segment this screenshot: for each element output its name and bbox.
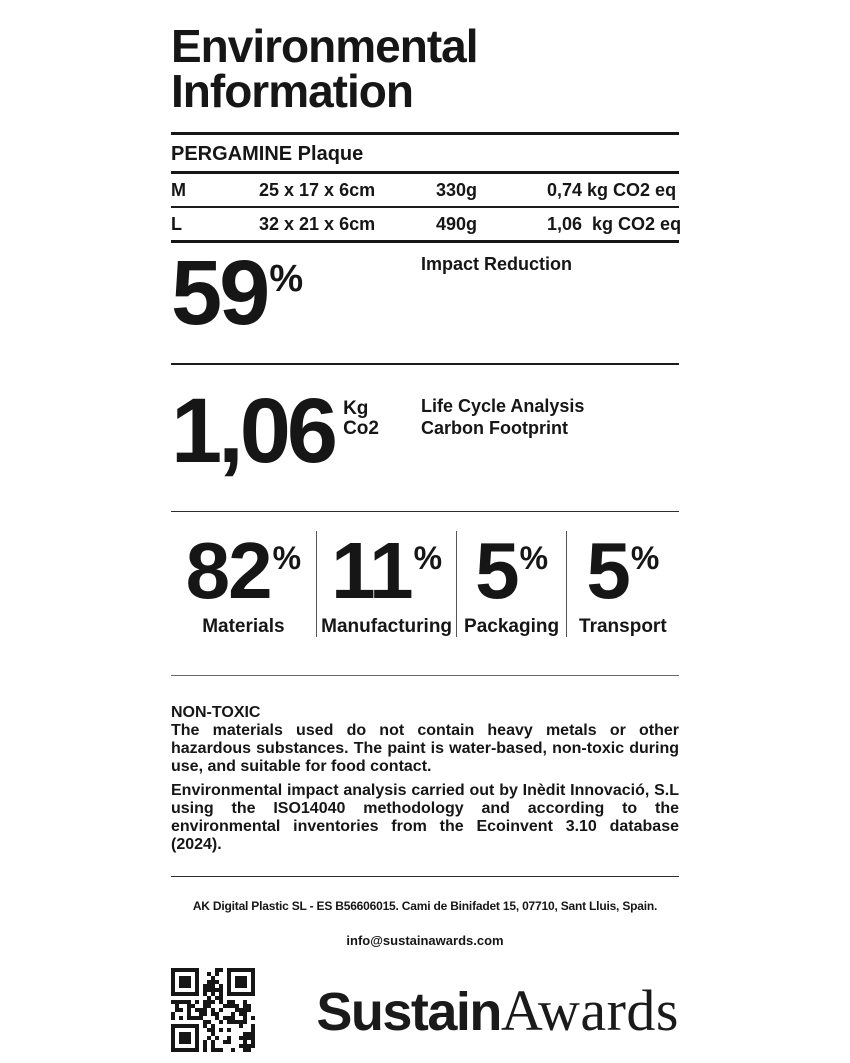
carbon-footprint-number [171, 380, 421, 482]
impact-breakdown [171, 512, 679, 675]
breakdown-number [331, 526, 443, 615]
breakdown-number [185, 526, 302, 615]
breakdown-label: Materials [202, 616, 285, 637]
environmental-info-sheet [171, 0, 682, 1052]
percent-sign: % [519, 540, 549, 576]
qr-code-icon [171, 968, 255, 1052]
section-divider [171, 675, 679, 676]
footer-divider [171, 876, 679, 877]
logo-row [171, 968, 679, 1052]
page-title-line1: Environmental [171, 20, 478, 72]
footer [171, 899, 679, 1052]
non-toxic-paragraph: The materials used do not contain heavy metals or other hazardous substances. The paint is water-based, non-toxic during use, and suitable for food contact. [171, 722, 679, 775]
label-line2: Carbon Footprint [421, 418, 568, 438]
impact-reduction-stat [171, 243, 679, 363]
co2-value: 1,06 kg CO2 eq [547, 213, 682, 234]
unit-co2: Co2 [343, 418, 379, 439]
weight-value: 490g [436, 213, 478, 234]
dimensions-value: 32 x 21 x 6cm [259, 213, 376, 234]
table-row [171, 174, 679, 206]
carbon-footprint-unit [343, 399, 379, 439]
impact-reduction-number [171, 242, 421, 344]
breakdown-label: Packaging [464, 616, 560, 637]
product-table-title: PERGAMINE Plaque [171, 143, 364, 165]
carbon-footprint-stat [171, 365, 679, 511]
notes-section [171, 704, 679, 854]
table-row [171, 208, 682, 240]
breakdown-value: 11 [331, 526, 412, 615]
product-table [171, 135, 682, 243]
contact-email: info@sustainawards.com [346, 933, 504, 948]
size-label: L [171, 213, 182, 234]
percent-sign: % [630, 540, 660, 576]
weight-value: 330g [436, 179, 478, 200]
carbon-footprint-label [421, 385, 584, 439]
company-address: AK Digital Plastic SL - ES B56606015. Cami de Binifadet 15, 07710, Sant Lluis, Spain. [192, 899, 658, 913]
dimensions-value: 25 x 17 x 6cm [259, 179, 376, 200]
breakdown-number [586, 526, 660, 615]
breakdown-label: Manufacturing [321, 616, 453, 637]
breakdown-value: 82 [185, 526, 271, 615]
page-title [171, 20, 679, 117]
page-title-line2: Information [171, 65, 413, 117]
breakdown-value: 5 [475, 526, 518, 615]
breakdown-cell-transport [566, 526, 679, 637]
percent-sign: % [272, 540, 302, 576]
breakdown-value: 5 [586, 526, 629, 615]
non-toxic-heading: NON-TOXIC [171, 704, 261, 721]
size-label: M [171, 179, 186, 200]
breakdown-number [475, 526, 549, 615]
logo-sustain: Sustain [316, 981, 501, 1042]
unit-kg: Kg [343, 398, 369, 419]
sustainawards-logo [316, 977, 679, 1044]
breakdown-cell-packaging [456, 526, 565, 637]
percent-sign: % [269, 258, 304, 300]
logo-awards: Awards [500, 977, 679, 1043]
breakdown-label: Transport [579, 616, 667, 637]
methodology-paragraph: Environmental impact analysis carried out by Inèdit Innovació, S.L using the ISO14040 methodology and according to the environmental inventories from the Ecoinvent 3.10 database (2024). [171, 782, 679, 853]
percent-sign: % [413, 540, 443, 576]
co2-value: 0,74 kg CO2 eq [547, 179, 677, 200]
breakdown-cell-manufacturing [316, 526, 457, 637]
breakdown-cell-materials [171, 526, 316, 637]
impact-reduction-label: Impact Reduction [421, 254, 573, 274]
carbon-footprint-value: 1,06 [171, 380, 335, 482]
label-line1: Life Cycle Analysis [421, 396, 585, 416]
impact-reduction-value: 59 [171, 242, 268, 344]
